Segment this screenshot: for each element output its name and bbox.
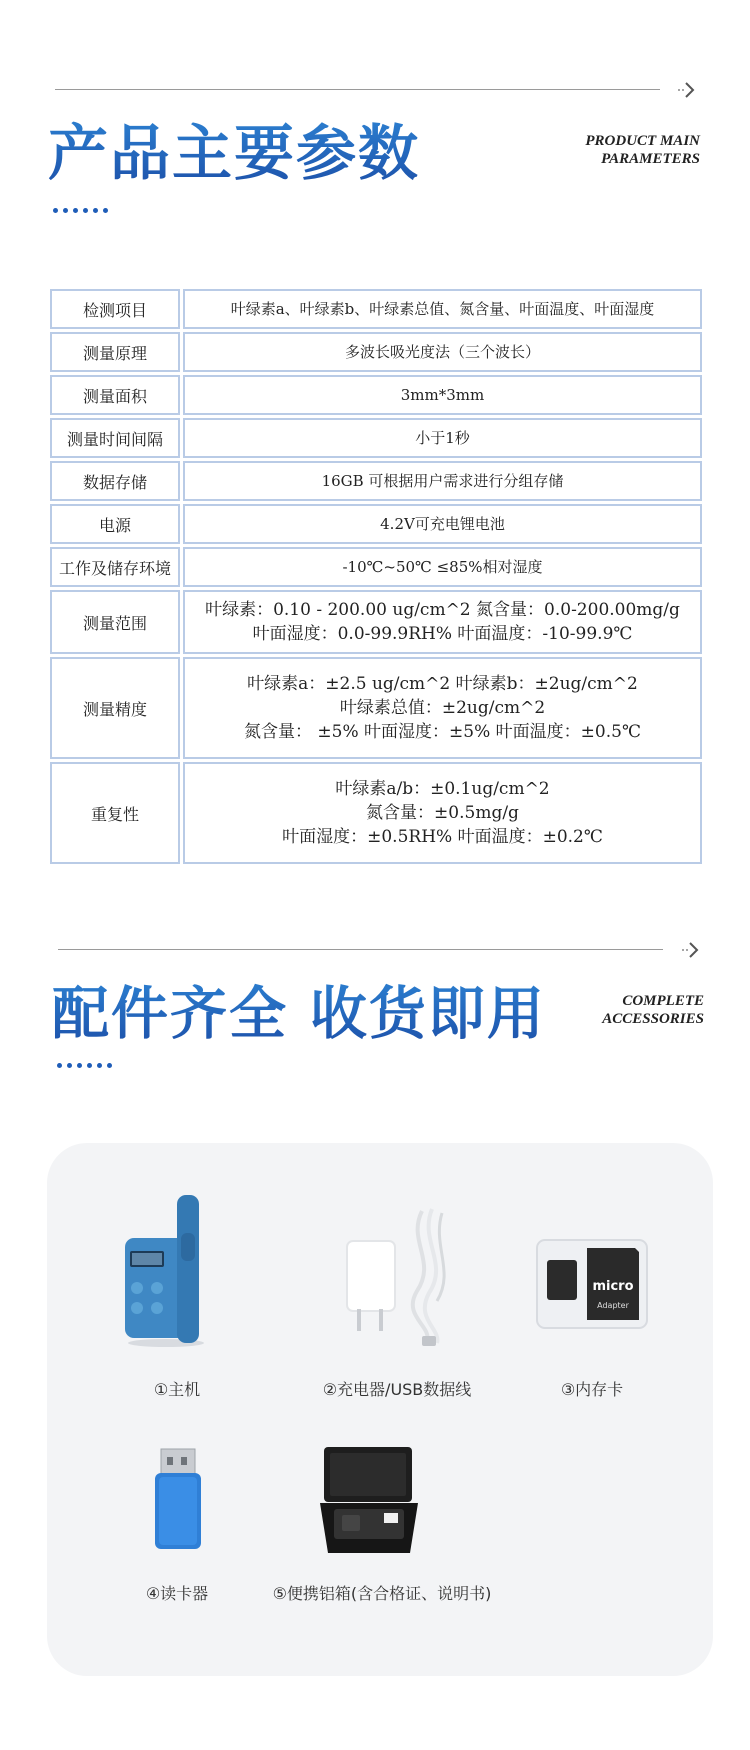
param-value: [183, 289, 702, 329]
chevron-right-icon: [680, 940, 704, 960]
param-name: 测量精度: [50, 657, 180, 759]
param-name: 重复性: [50, 762, 180, 864]
value-line: 4.2V可充电锂电池: [380, 515, 505, 533]
card-reader-image: [149, 1443, 209, 1553]
value-line: 叶面湿度：0.0-99.9RH% 叶面温度：-10-99.9℃: [252, 624, 633, 644]
value-line: 叶绿素a/b：±0.1ug/cm^2: [335, 779, 550, 799]
microsd-card-image: [535, 1238, 649, 1333]
param-value: [183, 590, 702, 654]
value-line: 叶绿素a：±2.5 ug/cm^2 叶绿素b：±2ug/cm^2: [247, 674, 638, 694]
table-row: [50, 375, 702, 415]
param-name: 电源: [50, 504, 180, 544]
accessory-label: ⑤便携铝箱(含合格证、说明书): [272, 1584, 492, 1603]
param-value: [183, 332, 702, 372]
param-value: [183, 375, 702, 415]
param-value: [183, 418, 702, 458]
decorative-dots: [57, 1063, 112, 1069]
table-row: [50, 418, 702, 458]
subtitle-line-1: PRODUCT MAIN: [585, 133, 700, 149]
param-name: 数据存储: [50, 461, 180, 501]
accessory-item: [107, 1443, 247, 1643]
param-value: [183, 762, 702, 864]
section-subtitle-en: [602, 992, 704, 1028]
param-value: [183, 547, 702, 587]
accessory-label: ②充电器/USB数据线: [322, 1380, 472, 1399]
accessory-label: ④读卡器: [145, 1584, 209, 1603]
value-line: 叶面湿度：±0.5RH% 叶面温度：±0.2℃: [282, 827, 603, 847]
handheld-device-image: [121, 1193, 211, 1348]
param-value: [183, 461, 702, 501]
param-value: [183, 657, 702, 759]
value-line: 氮含量： ±5% 叶面湿度：±5% 叶面温度：±0.5℃: [244, 722, 641, 742]
value-line: 叶绿素总值：±2ug/cm^2: [339, 698, 546, 718]
table-row: [50, 504, 702, 544]
param-name: 工作及储存环境: [50, 547, 180, 587]
accessory-item: [527, 1193, 657, 1413]
accessory-item: [287, 1193, 507, 1413]
charger-cable-image: [337, 1201, 467, 1351]
value-line: 叶绿素：0.10 - 200.00 ug/cm^2 氮含量：0.0-200.00mg/g: [205, 600, 680, 620]
header-divider-line: [55, 89, 660, 90]
section-header-accessories: [0, 940, 750, 1060]
table-row: [50, 461, 702, 501]
subtitle-line-1: COMPLETE: [622, 993, 704, 1009]
value-line: 氮含量：±0.5mg/g: [366, 803, 519, 823]
param-name: 测量范围: [50, 590, 180, 654]
table-row: [50, 590, 702, 654]
header-divider-line: [58, 949, 663, 950]
section-title: 配件齐全 收货即用: [52, 968, 546, 1050]
subtitle-line-2: PARAMETERS: [601, 151, 700, 167]
chevron-right-icon: [676, 80, 700, 100]
param-name: 测量时间间隔: [50, 418, 180, 458]
section-header-parameters: [0, 80, 750, 200]
accessories-panel: [47, 1143, 713, 1676]
accessory-label: ③内存卡: [560, 1380, 624, 1399]
carry-case-image: [314, 1443, 424, 1558]
svg-text:Adapter: Adapter: [597, 1301, 629, 1310]
accessory-item: [257, 1443, 507, 1643]
svg-text:micro: micro: [592, 1279, 634, 1294]
decorative-dots: [53, 208, 108, 214]
value-line: 16GB 可根据用户需求进行分组存储: [321, 472, 564, 490]
table-row: [50, 332, 702, 372]
param-name: 测量原理: [50, 332, 180, 372]
accessory-label: ①主机: [153, 1380, 201, 1399]
section-subtitle-en: [585, 132, 700, 168]
table-row: [50, 289, 702, 329]
table-row: [50, 547, 702, 587]
parameter-table: [50, 289, 702, 867]
param-name: 测量面积: [50, 375, 180, 415]
section-title: 产品主要参数: [48, 106, 420, 192]
value-line: 3mm*3mm: [400, 386, 485, 404]
value-line: 小于1秒: [415, 429, 470, 447]
table-row: [50, 762, 702, 864]
table-row: [50, 657, 702, 759]
accessory-item: [107, 1193, 227, 1413]
value-line: 多波长吸光度法（三个波长）: [344, 343, 540, 361]
param-name: 检测项目: [50, 289, 180, 329]
value-line: -10℃~50℃ ≤85%相对湿度: [342, 558, 543, 576]
value-line: 叶绿素a、叶绿素b、叶绿素总值、氮含量、叶面温度、叶面湿度: [230, 300, 655, 318]
subtitle-line-2: ACCESSORIES: [602, 1011, 704, 1027]
param-value: [183, 504, 702, 544]
